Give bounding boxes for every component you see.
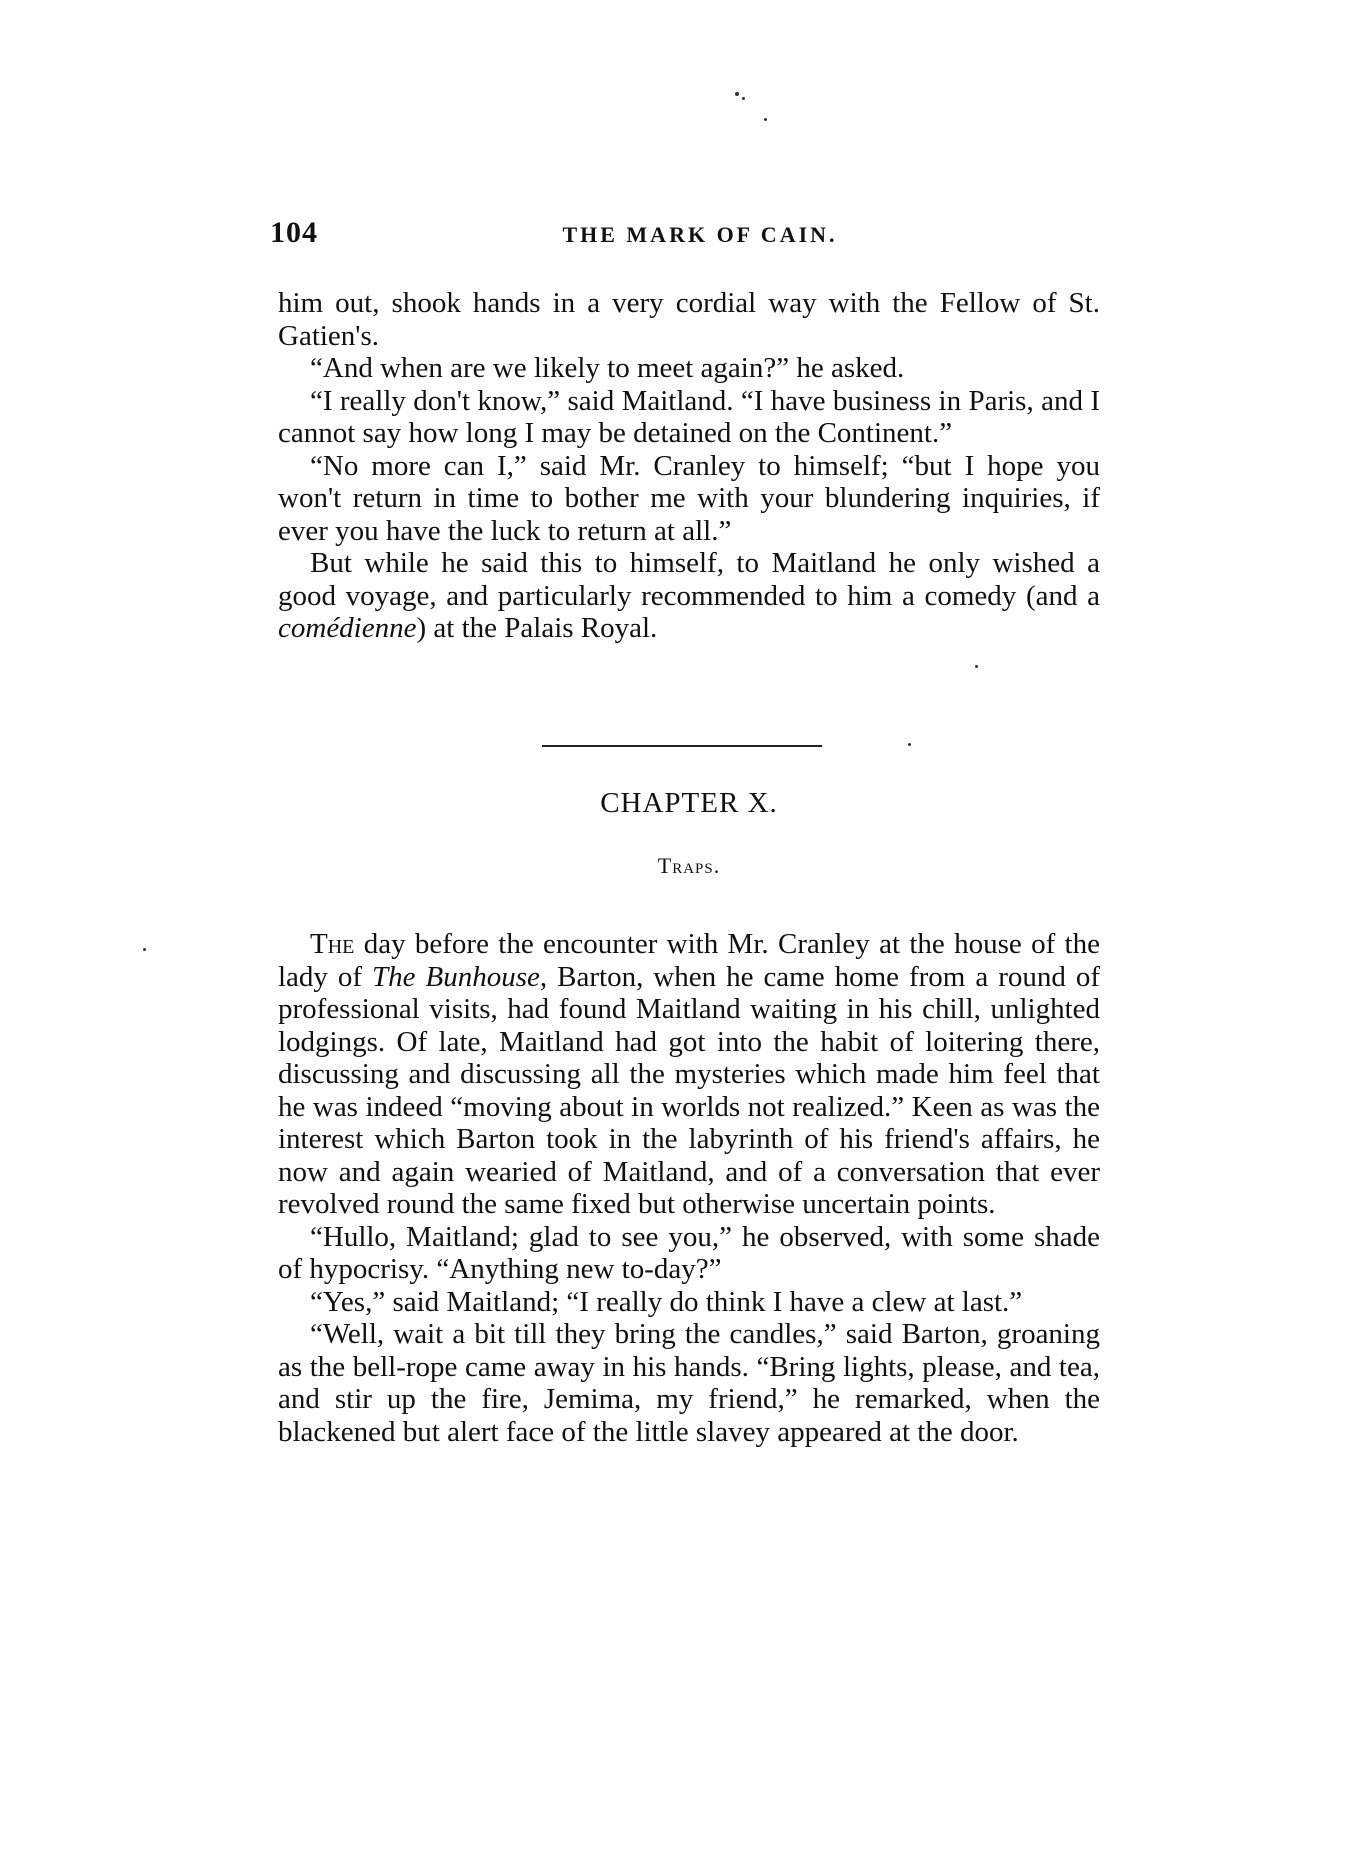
section-divider (542, 745, 822, 747)
ink-speck (908, 743, 911, 746)
paragraph (278, 928, 1100, 1221)
chapter-text (278, 928, 1100, 1448)
page-number: 104 (270, 216, 318, 249)
ink-speck (975, 665, 978, 668)
opening-word: The (310, 928, 355, 960)
running-head: THE MARK OF CAIN. (562, 222, 838, 247)
paragraph (278, 547, 1100, 645)
continued-text (278, 287, 1100, 645)
paragraph: “And when are we likely to meet again?” he asked. (310, 352, 905, 384)
paragraph: “I really don't know,” said Maitland. “I have business in Paris, and I cannot say how long I may be detained on the Continent.” (278, 384, 1100, 449)
ink-speck (143, 948, 146, 951)
italic-word: comédienne (278, 612, 417, 644)
ink-speck (742, 97, 745, 100)
paragraph-text: ) at the Palais Royal. (416, 612, 658, 644)
chapter-subtitle: Traps. (657, 853, 721, 878)
paragraph-text: But while he said this to himself, to Maitland he only wished a good voyage, and particularly recommended to him a comedy (and a (278, 547, 1100, 612)
ink-speck (735, 92, 739, 96)
paragraph: “Well, wait a bit till they bring the candles,” said Barton, groaning as the bell-rope came away in his hands. “Bring lights, please, and tea, and stir up the fire, Jemima, my friend,” he remarked, when the blackened but alert face of the little slavey appeared at the door. (278, 1318, 1100, 1448)
italic-title: The Bunhouse (372, 960, 540, 993)
paragraph-text: day before the encounter with Mr. Cranley at the house of the lady of (278, 928, 1100, 993)
ink-speck (764, 118, 767, 121)
page-header (270, 216, 1100, 256)
paragraph-text: , Barton, when he came home from a round of professional visits, had found Maitland waiting in his chill, unlighted lodgings. Of late, Maitland had got into the habit of loitering there, discussing and discussing all the mysteries which made him feel that he was indeed “moving about in worlds not realized.” Keen as was the interest which Barton took in the labyrinth of his friend's affairs, he now and again wearied of Maitland, and of a conversation that ever revolved round the same fixed but otherwise uncertain points. (278, 960, 1100, 1220)
paragraph: “Hullo, Maitland; glad to see you,” he observed, with some shade of hypocrisy. “Anything new to-day?” (278, 1220, 1100, 1285)
paragraph: “Yes,” said Maitland; “I really do think I have a clew at last.” (310, 1285, 1023, 1318)
chapter-title: CHAPTER X. (600, 787, 778, 819)
paragraph: “No more can I,” said Mr. Cranley to himself; “but I hope you won't return in time to bother me with your blundering inquiries, if ever you have the luck to return at all.” (278, 449, 1100, 547)
paragraph: him out, shook hands in a very cordial way with the Fellow of St. Gatien's. (278, 287, 1100, 352)
